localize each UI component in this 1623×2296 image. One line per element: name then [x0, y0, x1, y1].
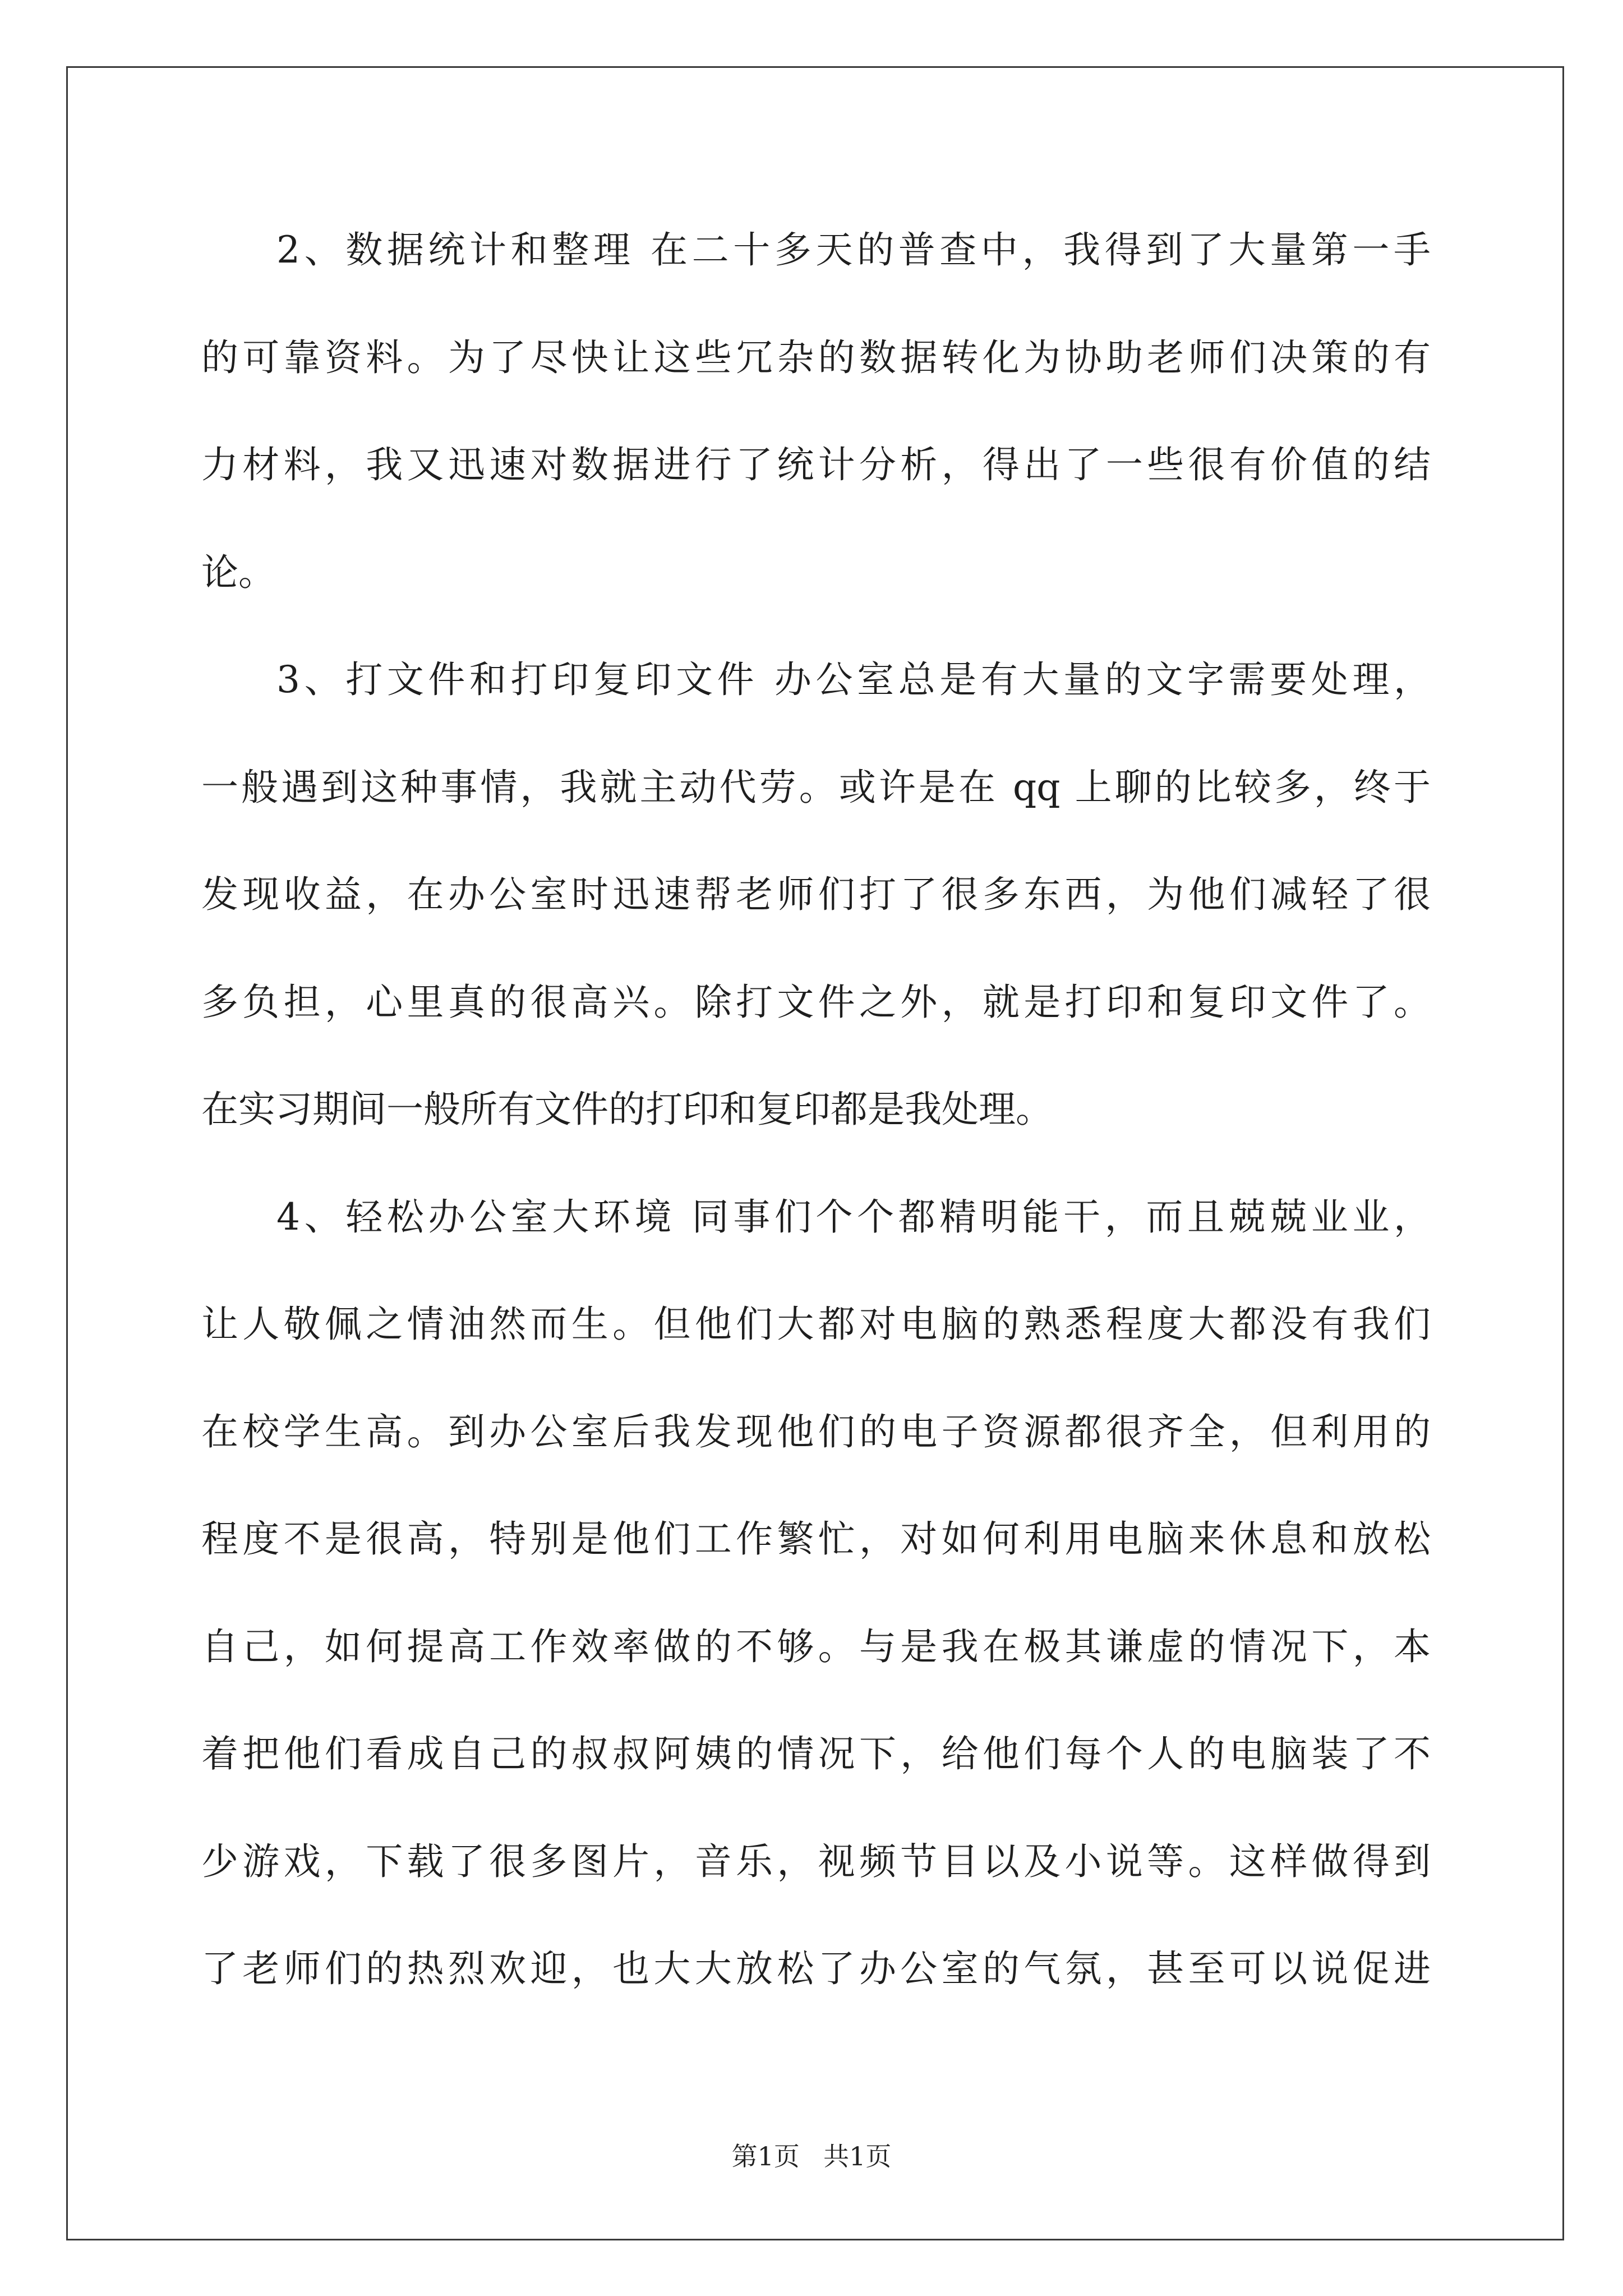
text-line: 的可靠资料。为了尽快让这些冗杂的数据转化为协助老师们决策的有 [201, 335, 1431, 379]
text-line: 力材料，我又迅速对数据进行了统计分析，得出了一些很有价值的结 [201, 443, 1431, 486]
text-line: 一般遇到这种事情，我就主动代劳。或许是在 qq 上聊的比较多，终于 [201, 765, 1431, 809]
text-line: 少游戏，下载了很多图片，音乐，视频节目以及小说等。这样做得到 [201, 1839, 1431, 1883]
text-line: 让人敬佩之情油然而生。但他们大都对电脑的熟悉程度大都没有我们 [201, 1303, 1431, 1346]
text-line: 在校学生高。到办公室后我发现他们的电子资源都很齐全，但利用的 [201, 1410, 1431, 1453]
text-line: 在实习期间一般所有文件的打印和复印都是我处理。 [201, 1088, 1053, 1131]
text-line: 着把他们看成自己的叔叔阿姨的情况下，给他们每个人的电脑装了不 [201, 1732, 1431, 1775]
text-line: 了老师们的热烈欢迎，也大大放松了办公室的气氛，甚至可以说促进 [201, 1947, 1431, 1990]
paragraph-office-environment [201, 1163, 1431, 2023]
page-footer: 第1页 共1页 [731, 2141, 892, 2171]
text-line: 发现收益，在办公室时迅速帮老师们打了很多东西，为他们减轻了很 [201, 873, 1431, 916]
text-line: 3、打文件和打印复印文件 办公室总是有大量的文字需要处理， [276, 658, 1431, 701]
paragraph-data-statistics [201, 196, 1431, 626]
text-line: 2、数据统计和整理 在二十多天的普查中，我得到了大量第一手 [276, 228, 1431, 272]
paragraph-typing-printing [201, 626, 1431, 1163]
text-line: 多负担，心里真的很高兴。除打文件之外，就是打印和复印文件了。 [201, 980, 1431, 1024]
document-body [201, 196, 1431, 2023]
text-line: 4、轻松办公室大环境 同事们个个都精明能干，而且兢兢业业， [276, 1195, 1431, 1239]
text-line: 程度不是很高，特别是他们工作繁忙，对如何利用电脑来休息和放松 [201, 1517, 1431, 1561]
text-line: 自己，如何提高工作效率做的不够。与是我在极其谦虚的情况下，本 [201, 1625, 1431, 1668]
text-line: 论。 [201, 550, 275, 594]
